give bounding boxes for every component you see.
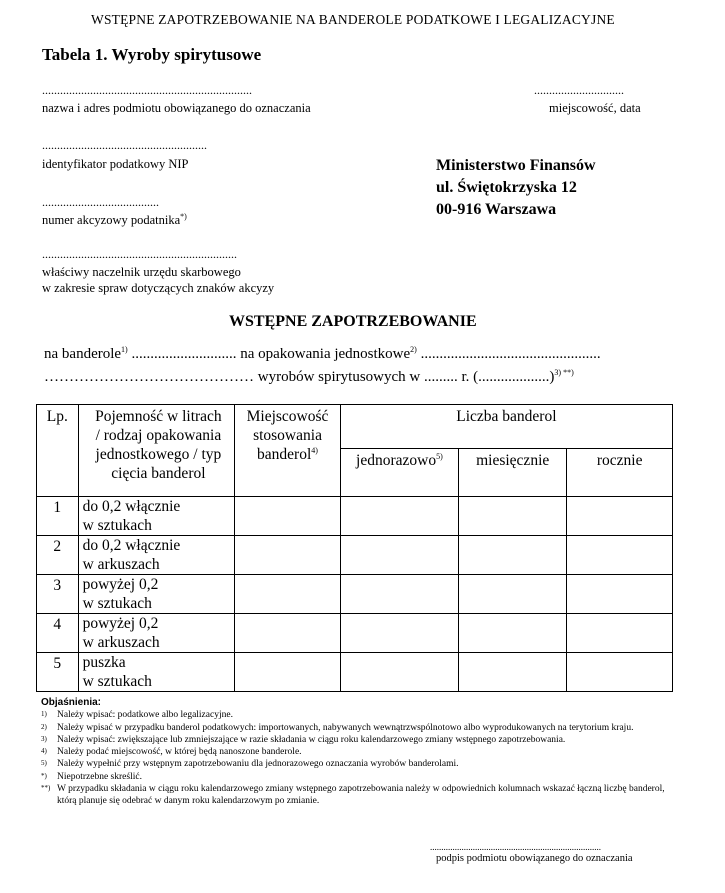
cell-place[interactable] xyxy=(235,536,340,575)
signature-dots: ............................................................................ xyxy=(430,842,601,852)
cell-one-time[interactable] xyxy=(340,575,458,614)
cell-monthly[interactable] xyxy=(459,614,567,653)
request-line-1-part-1: na banderole xyxy=(44,346,122,362)
banderole-table xyxy=(36,404,673,692)
header-place: Miejscowość stosowania banderol$^{4)}$ xyxy=(235,405,340,497)
office-label-1: właściwy naczelnik urzędu skarbowego xyxy=(42,265,241,279)
header-count: Liczba banderol xyxy=(340,405,672,449)
footnote-item: 2) Należy wpisać w przypadku banderol podatkowych: importowanych, nabywanych wewnątrzwspólnotowo albo wyprodukowanych na terytorium kraju. xyxy=(41,722,634,733)
request-line-1-part-3: ................................................ xyxy=(416,346,601,362)
excise-label xyxy=(42,213,187,228)
recipient-line-2: ul. Świętokrzyska 12 xyxy=(436,179,577,196)
cell-one-time[interactable] xyxy=(340,653,458,692)
cell-one-time[interactable] xyxy=(340,614,458,653)
cell-monthly[interactable] xyxy=(459,536,567,575)
cell-yearly[interactable] xyxy=(567,536,673,575)
entity-dots: ...................................................................... xyxy=(42,83,252,97)
request-footnote-3: 3) **) xyxy=(554,368,574,377)
cell-monthly[interactable] xyxy=(459,575,567,614)
cell-place[interactable] xyxy=(235,497,340,536)
table-row: 4 powyżej 0,2 w arkuszach xyxy=(37,614,673,653)
header-one-time: jednorazowo$^{5)}$ xyxy=(340,449,458,497)
header-monthly: miesięcznie xyxy=(459,449,567,497)
document-header: WSTĘPNE ZAPOTRZEBOWANIE NA BANDEROLE PODATKOWE I LEGALIZACYJNE xyxy=(91,12,615,27)
table-row: 3 powyżej 0,2 w sztukach xyxy=(37,575,673,614)
footnote-item: **) W przypadku składania w ciągu roku kalendarzowego zmiany wstępnego zapotrzebowania należy w odpowiednich kolumnach wskazać łączną liczbę banderol, którą planuje się odebrać w danym roku kalendarzowym po zmianie. xyxy=(41,784,665,807)
excise-dots: ....................................... xyxy=(42,195,159,209)
nip-label: identyfikator podatkowy NIP xyxy=(42,157,189,171)
entity-label: nazwa i adres podmiotu obowiązanego do oznaczania xyxy=(42,101,311,115)
office-dots: ................................................................. xyxy=(42,247,237,261)
cell-monthly[interactable] xyxy=(459,653,567,692)
office-label-2: w zakresie spraw dotyczących znaków akcyzy xyxy=(42,281,275,295)
recipient-line-1: Ministerstwo Finansów xyxy=(436,157,596,174)
header-lp: Lp. xyxy=(37,405,79,497)
header-capacity: Pojemność w litrach / rodzaj opakowania jednostkowego / typ cięcia banderol xyxy=(78,405,235,497)
excise-label-text: numer akcyzowy podatnika xyxy=(42,213,181,227)
request-line-2 xyxy=(44,369,574,386)
cell-place[interactable] xyxy=(235,614,340,653)
table-row: 1 do 0,2 włącznie w sztukach xyxy=(37,497,673,536)
cell-one-time[interactable] xyxy=(340,497,458,536)
cell-yearly[interactable] xyxy=(567,614,673,653)
recipient-line-3: 00-916 Warszawa xyxy=(436,201,557,218)
request-line-1 xyxy=(44,346,601,363)
table-row: 5 puszka w sztukach xyxy=(37,653,673,692)
cell-monthly[interactable] xyxy=(459,497,567,536)
request-footnote-1: 1) xyxy=(121,345,128,354)
footnote-item: 3) Należy wpisać: zwiększające lub zmniejszające w razie składania w ciągu roku kalendarzowego zmiany wstępnego zapotrzebowania. xyxy=(41,734,566,745)
main-title: WSTĘPNE ZAPOTRZEBOWANIE xyxy=(229,313,477,330)
nip-dots: ....................................................... xyxy=(42,138,207,152)
signature-label: podpis podmiotu obowiązanego do oznaczania xyxy=(436,853,633,864)
recipient-address xyxy=(436,155,596,221)
excise-footnote-mark: *) xyxy=(180,211,187,221)
place-label: miejscowość, data xyxy=(549,101,641,115)
cell-place[interactable] xyxy=(235,653,340,692)
cell-yearly[interactable] xyxy=(567,653,673,692)
footnote-item: 5) Należy wypełnić przy wstępnym zapotrzebowaniu dla jednorazowego oznaczania wyrobów banderolami. xyxy=(41,759,459,770)
request-line-1-part-2: ............................ na opakowania jednostkowe xyxy=(127,346,411,362)
footnote-item: *) Niepotrzebne skreślić. xyxy=(41,771,142,782)
table-title: Tabela 1. Wyroby spirytusowe xyxy=(42,45,262,64)
table-row: 2 do 0,2 włącznie w arkuszach xyxy=(37,536,673,575)
cell-yearly[interactable] xyxy=(567,497,673,536)
footnote-item: 4) Należy podać miejscowość, w której będą nanoszone banderole. xyxy=(41,747,302,758)
footnotes xyxy=(41,697,681,808)
place-dots: .............................. xyxy=(534,83,624,97)
cell-yearly[interactable] xyxy=(567,575,673,614)
footnote-item: 1) Należy wpisać: podatkowe albo legalizacyjne. xyxy=(41,710,233,721)
request-line-2-text: …………………………………… wyrobów spirytusowych w ......... r. (...................) xyxy=(44,369,555,385)
request-footnote-2: 2) xyxy=(410,345,417,354)
cell-one-time[interactable] xyxy=(340,536,458,575)
cell-place[interactable] xyxy=(235,575,340,614)
footnotes-title: Objaśnienia: xyxy=(41,697,102,708)
header-yearly: rocznie xyxy=(567,449,673,497)
